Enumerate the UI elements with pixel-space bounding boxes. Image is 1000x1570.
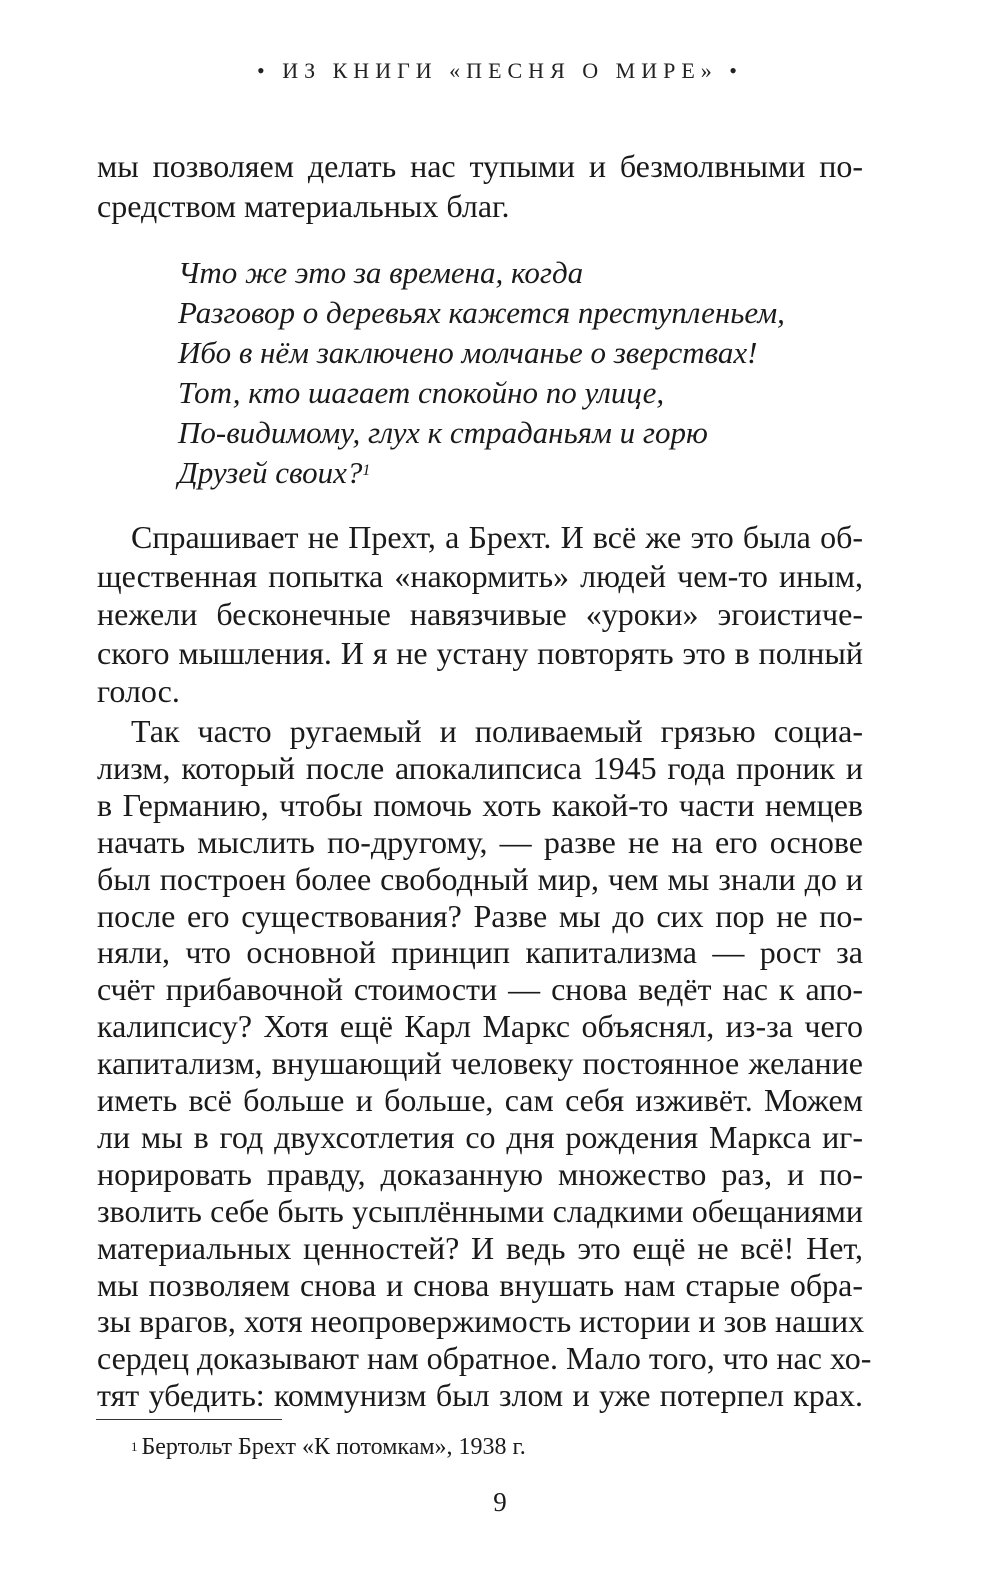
verse-line-last bbox=[178, 453, 370, 493]
text-line: счёт прибавочной стоимости — снова ведёт нас к апо- bbox=[97, 971, 863, 1007]
text-line: Так часто ругаемый и поливаемый грязью социа- bbox=[131, 713, 863, 749]
text-line: средством материальных благ. bbox=[97, 188, 510, 224]
text-line: Спрашивает не Прехт, а Брехт. И всё же это была об- bbox=[131, 519, 863, 555]
text-line: в Германию, чтобы помочь хоть какой-то части немцев bbox=[97, 787, 863, 823]
verse-line-text: Друзей своих? bbox=[178, 455, 363, 490]
text-line: иметь всё больше и больше, сам себя изживёт. Можем bbox=[97, 1082, 863, 1118]
text-line: мы позволяем снова и снова внушать нам старые обра- bbox=[97, 1267, 863, 1303]
text-line: няли, что основной принцип капитализма — рост за bbox=[97, 934, 863, 970]
text-line: после его существования? Разве мы до сих пор не по- bbox=[97, 898, 863, 934]
footnote-mark: 1 bbox=[131, 1439, 138, 1454]
text-line: ли мы в год двухсотлетия со дня рождения Маркса иг- bbox=[97, 1119, 863, 1155]
footnote bbox=[131, 1432, 526, 1462]
text-line: мы позволяем делать нас тупыми и безмолвными по- bbox=[97, 148, 863, 184]
text-line: зволить себе быть усыплёнными сладкими обещаниями bbox=[97, 1193, 863, 1229]
text-line: был построен более свободный мир, чем мы знали до и bbox=[97, 861, 863, 897]
text-line: ского мышления. И я не устану повторять это в полный bbox=[97, 635, 863, 671]
text-line: калипсису? Хотя ещё Карл Маркс объяснял, из-за чего bbox=[97, 1008, 863, 1044]
footnote-text: Бертольт Брехт «К потомкам», 1938 г. bbox=[141, 1434, 526, 1460]
text-line: нежели бесконечные навязчивые «уроки» эгоистиче- bbox=[97, 596, 863, 632]
text-line: материальных ценностей? И ведь это ещё не всё! Нет, bbox=[97, 1230, 863, 1266]
footnote-ref[interactable]: 1 bbox=[362, 462, 371, 479]
footnote-divider bbox=[96, 1419, 282, 1420]
verse-line: Тот, кто шагает спокойно по улице, bbox=[178, 375, 665, 410]
running-head: • ИЗ КНИГИ «ПЕСНЯ О МИРЕ» • bbox=[257, 58, 743, 83]
text-line: начать мыслить по-другому, — разве не на его основе bbox=[97, 824, 863, 860]
page-number: 9 bbox=[493, 1487, 507, 1517]
text-line: голос. bbox=[97, 673, 180, 709]
verse-line: По-видимому, глух к страданьям и горю bbox=[178, 415, 708, 450]
text-line: тят убедить: коммунизм был злом и уже потерпел крах. bbox=[97, 1377, 863, 1413]
verse-line: Ибо в нём заключено молчанье о зверствах! bbox=[178, 335, 758, 370]
verse-line: Разговор о деревьях кажется преступленьем, bbox=[178, 295, 785, 330]
text-line: лизм, который после апокалипсиса 1945 года проник и bbox=[97, 750, 863, 786]
text-line: щественная попытка «накормить» людей чем-то иным, bbox=[97, 558, 863, 594]
text-line: зы врагов, хотя неопровержимость истории и зов наших bbox=[97, 1303, 865, 1339]
text-line: капитализм, внушающий человеку постоянное желание bbox=[97, 1045, 863, 1081]
text-line: норировать правду, доказанную множество раз, и по- bbox=[97, 1156, 863, 1192]
verse-line: Что же это за времена, когда bbox=[178, 255, 584, 290]
text-line: сердец доказывают нам обратное. Мало того, что нас хо- bbox=[97, 1340, 872, 1376]
